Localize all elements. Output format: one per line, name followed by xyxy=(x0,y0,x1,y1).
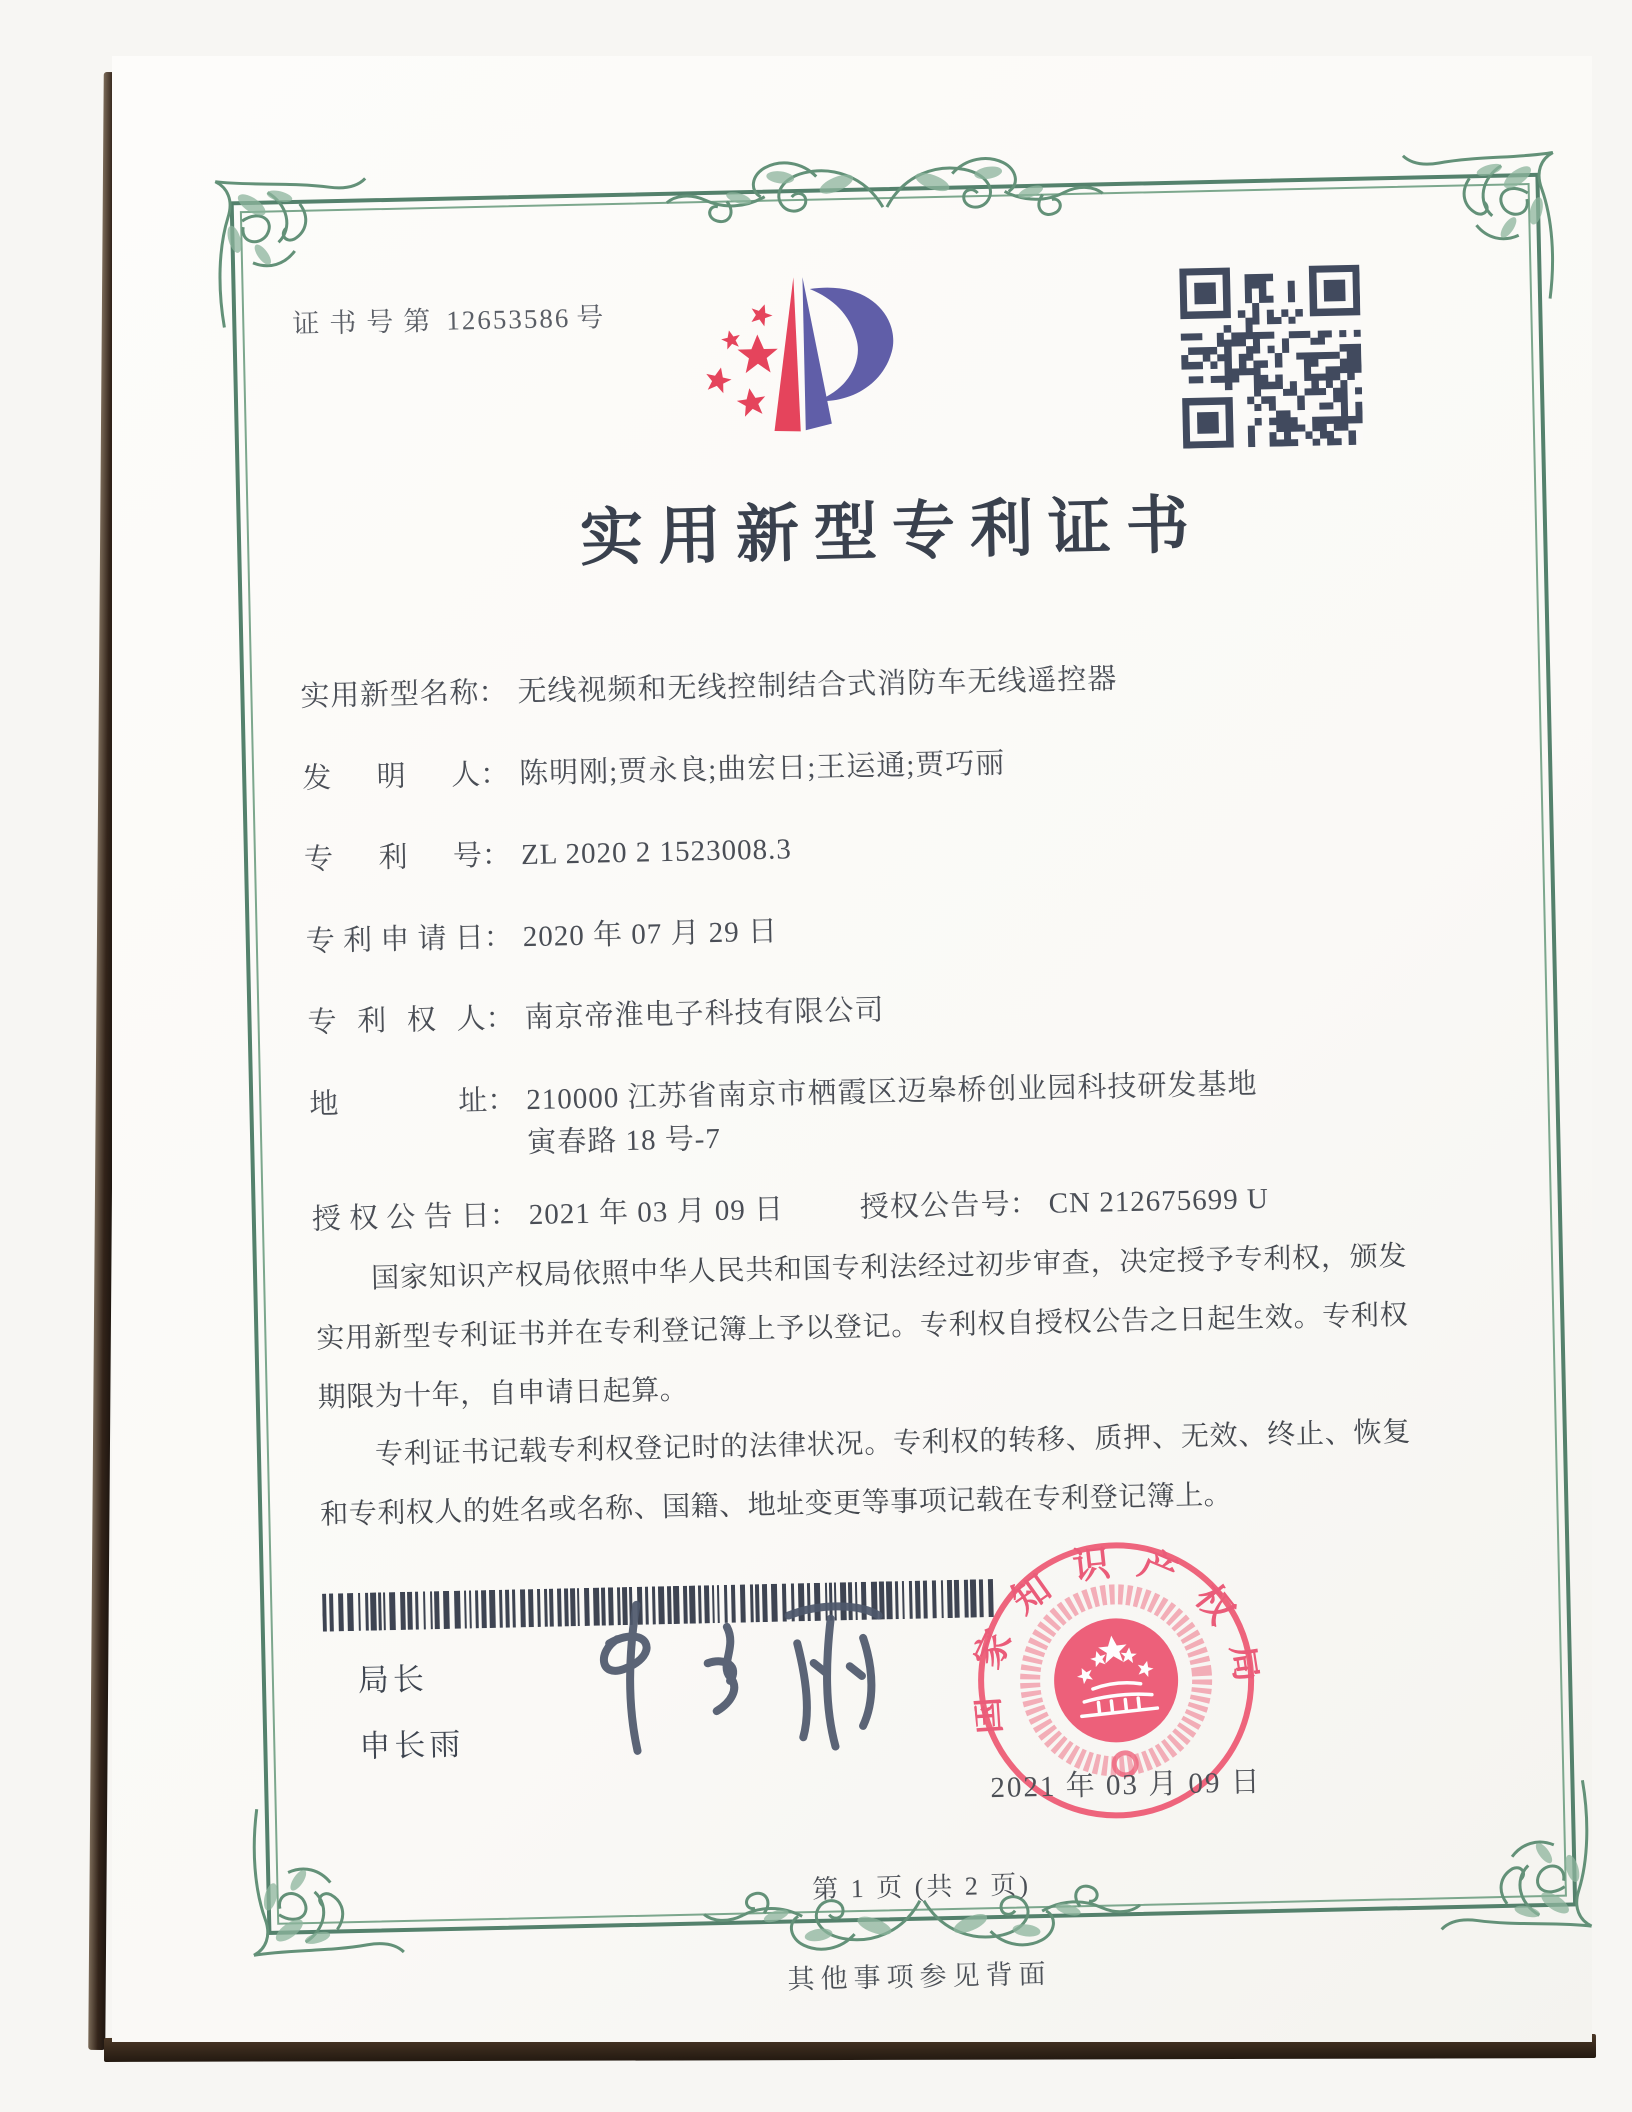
field-label: 授权公告号 xyxy=(859,1188,1011,1224)
legal-paragraphs xyxy=(315,1228,1413,1546)
certificate-border-frame xyxy=(230,173,1578,1935)
field-value: ZL 2020 2 1523008.3 xyxy=(520,833,793,872)
field-patentee xyxy=(307,976,1498,1045)
field-colon: ： xyxy=(478,676,508,710)
paragraph-grant-statement: 国家知识产权局依照中华人民共和国专利法经过初步审查，决定授予专利权，颁发实用新型专利证书并在专利登记簿上予以登记。专利权自授权公告之日起生效。专利权期限为十年，自申请日起算。 xyxy=(316,1240,1409,1414)
field-colon: ： xyxy=(489,1198,520,1232)
field-grant-date xyxy=(311,1186,860,1241)
field-value: 210000 江苏省南京市栖霞区迈皋桥创业园科技研发基地 寅春路 18 号-7 xyxy=(525,1067,1258,1160)
field-value: 陈明刚;贾永良;曲宏日;王运通;贾巧丽 xyxy=(518,747,1006,790)
certificate-number-suffix: 号 xyxy=(575,302,614,333)
field-label: 专利申请日 xyxy=(305,921,485,958)
back-side-note: 其他事项参见背面 xyxy=(787,1958,1052,1995)
cnipa-logo-icon xyxy=(675,248,932,467)
director-title: 局长 xyxy=(357,1661,429,1698)
field-value: 2021 年 03 月 09 日 xyxy=(528,1193,785,1231)
page-number: 第 1 页 (共 2 页) xyxy=(811,1870,1032,1905)
field-colon: ： xyxy=(486,1083,517,1117)
field-colon: ： xyxy=(483,920,514,954)
field-colon: ： xyxy=(481,839,512,873)
seal-date: 2021 年 03 月 09 日 xyxy=(990,1766,1262,1805)
field-label: 专利权人 xyxy=(307,1002,486,1039)
field-label: 授权公告日 xyxy=(311,1199,491,1236)
field-value: 2020 年 07 月 29 日 xyxy=(522,915,779,953)
field-inventors xyxy=(302,731,1493,800)
paragraph-register-statement: 专利证书记载专利权登记时的法律状况。专利权的转移、质押、无效、终止、恢复和专利权人的姓名或名称、国籍、地址变更等事项记载在专利登记簿上。 xyxy=(319,1417,1412,1531)
certificate-number-prefix: 证书号第 xyxy=(292,305,441,340)
field-colon: ： xyxy=(1009,1187,1040,1221)
seal-text: 国家知识产权局 xyxy=(964,1540,1273,1736)
field-colon: ： xyxy=(479,757,510,791)
certificate-paper xyxy=(112,56,1592,2042)
field-colon: ： xyxy=(485,1002,515,1035)
floral-corner-ornament xyxy=(1401,146,1564,309)
fields-block xyxy=(300,650,1503,1280)
qr-code-icon xyxy=(1179,265,1363,449)
floral-top-ornament xyxy=(664,140,1106,240)
director-signature-icon xyxy=(556,1573,910,1781)
field-value: 南京帝淮电子科技有限公司 xyxy=(524,994,885,1035)
field-label: 发明人 xyxy=(301,758,481,795)
field-application-date xyxy=(305,894,1496,963)
certificate-title: 实用新型专利证书 xyxy=(579,490,1205,574)
field-value: CN 212675699 U xyxy=(1048,1182,1270,1220)
director-name: 申长雨 xyxy=(358,1726,465,1764)
certificate-number xyxy=(292,295,614,341)
field-value: 无线视频和无线控制结合式消防车无线遥控器 xyxy=(517,663,1118,709)
field-label: 专利号 xyxy=(303,840,483,876)
field-label: 实用新型名称 xyxy=(300,677,479,713)
field-label: 地址 xyxy=(309,1084,488,1121)
field-patent-number xyxy=(304,813,1495,882)
field-utility-model-name xyxy=(300,650,1491,719)
certificate-number-value: 12653586 xyxy=(445,302,571,336)
field-grant-number xyxy=(859,1177,1269,1229)
field-address xyxy=(309,1057,1501,1170)
